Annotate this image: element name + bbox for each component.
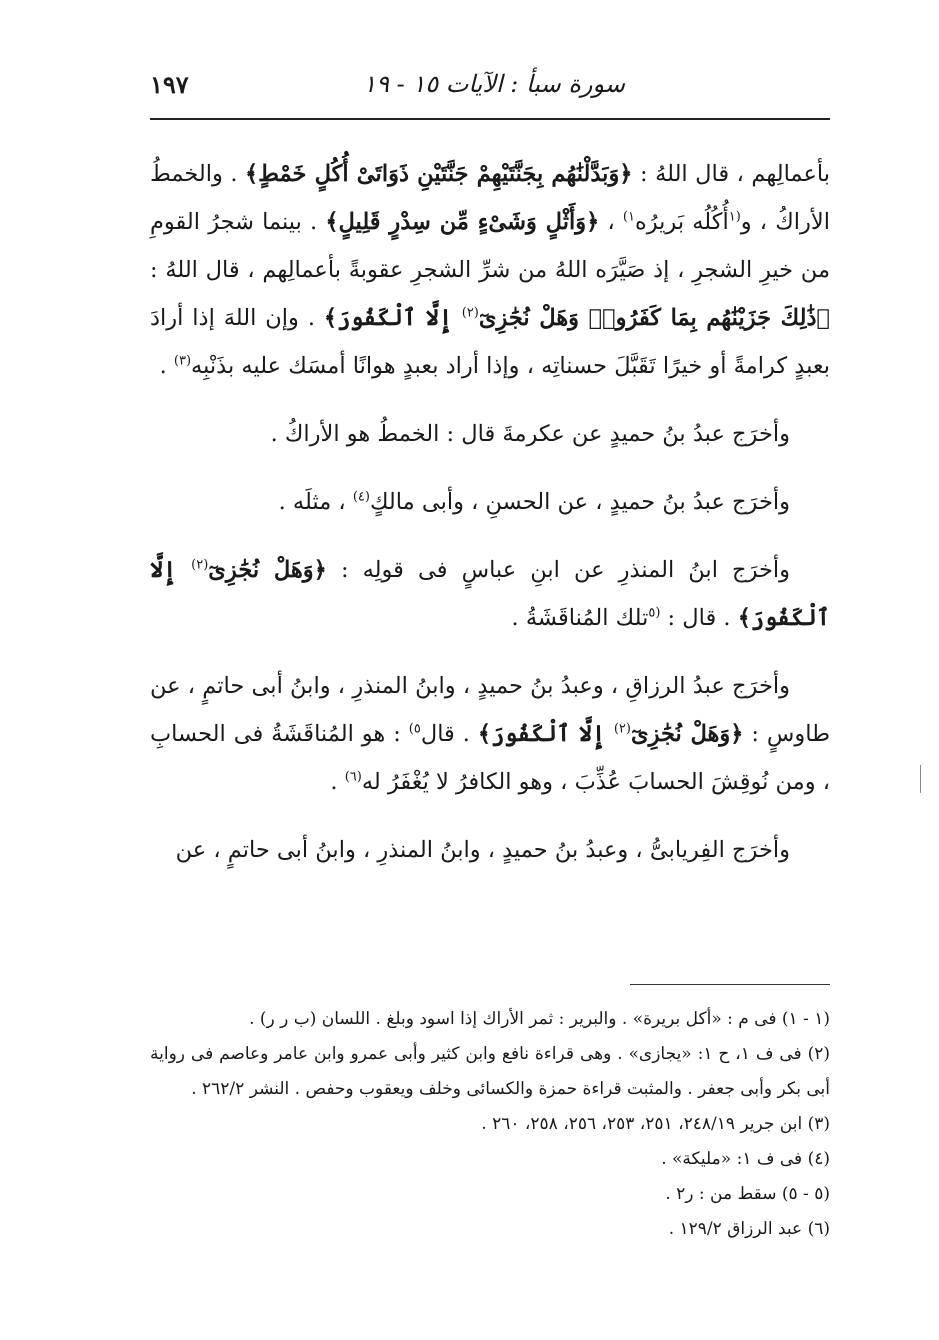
text-run: تلك المُناقَشَةُ . [511,605,649,631]
page-number: ١٩٧ [150,70,189,99]
quran-verse: ﴿ذَٰلِكَ جَزَيْنَٰهُم بِمَا كَفَرُوا۟ وَهَلْ نُجَٰزِىٓ [478,305,830,331]
margin-mark [920,765,921,793]
paragraph [150,826,830,874]
text-run: بأعمالِهم ، قال اللهُ : [632,161,830,187]
footnote-ref: (٣) [173,353,192,369]
text-run: ، [599,209,623,235]
text-run: أُكُلُه بَريرُه [634,209,729,235]
text-run: ، مثلَه . [278,489,353,515]
quran-verse: إِلَّا ٱلْكَفُورَ﴾ [150,557,830,631]
text-run: . قال [420,721,478,747]
footnote-ref: ٥) [408,721,421,737]
text-run: وأخرَج عبدُ الرزاقِ ، وعبدُ بنُ حميدٍ ، وابنُ المنذرِ ، وابنُ أبى حاتمٍ ، عن طاوسٍ : [150,673,831,747]
footnote: (٢) فى ف ١، ح ١: «يجازى» . وهى قراءة نافع وابن كثير وأبى عمرو وابن عامر وعاصم فى رواية أبى بكر وأبى جعفر . والمثبت قراءة حمزة والكسائى وخلف ويعقوب وحفص . النشر ٢٦٢/٢ . [150,1044,830,1099]
footnote-ref: ١) [622,209,635,225]
text-run: وأخرَج ابنُ المنذرِ عن ابنِ عباسٍ فى قولِه : [326,557,791,583]
paragraph [150,150,830,390]
quran-verse: ﴿وَبَدَّلْنَٰهُم بِجَنَّتَيْهِمْ جَنَّتَيْنِ ذَوَاتَىْ أُكُلٍ خَمْطٍ﴾ [245,161,633,187]
text-run: . [330,769,345,795]
text-run: وأخرَج عبدُ بنُ حميدٍ ، عن الحسنِ ، وأبى مالكٍ [369,489,790,515]
footnote-ref: (٦) [344,769,362,785]
main-text [150,150,830,894]
paragraph [150,546,830,642]
footnote-ref: (٢) [191,557,209,573]
header-rule [150,118,830,120]
text-run: : هو المُناقَشَةُ فى الحسابِ ، ومن نُوقِشَ الحسابَ عُذِّبَ ، وهو الكافرُ لا يُغْفَرُ له [150,721,830,795]
text-run: وأخرَج عبدُ بنُ حميدٍ عن عكرمةَ قال : الخمطُ هو الأراكُ . [270,421,790,447]
footnote-ref: (١ [728,209,741,225]
running-title: سورة سبأ : الآيات ١٥ - ١٩ [363,70,625,98]
footnote-separator [630,984,830,985]
page-header [150,62,830,110]
footnote: (١ - ١) فى م : «أكل بريرة» . والبرير : ثمر الأراك إذا اسود وبلغ . اللسان (ب ر ر) . [249,1009,830,1029]
text-run: . والخمطُ الأراكُ ، و [150,161,830,235]
text-run: وأخرَج الفِريابىُّ ، وعبدُ بنُ حميدٍ ، وابنُ المنذرِ ، وابنُ أبى حاتمٍ ، عن [175,837,790,863]
paragraph [150,478,830,526]
quran-verse: ﴿وَأَثْلٍ وَشَىْءٍ مِّن سِدْرٍ قَلِيلٍ﴾ [325,209,600,235]
footnote-ref: (٢) [461,305,479,321]
quran-verse: ﴿وَهَلْ نُجَٰزِىٓ [208,557,327,583]
quran-verse: ﴿وَهَلْ نُجَٰزِىٓ [630,721,744,747]
footnote-ref: (٢) [613,721,631,737]
footnote: (٤) فى ف ١: «مليكة» . [661,1149,830,1169]
footnote-ref: (٥ [648,605,661,621]
text-run: . بينما شجرُ القومِ من خيرِ الشجرِ ، إذ صَيَّرَه اللهُ من شرِّ الشجرِ عقوبةً بأعمالِهم ، قال اللهُ : [150,209,830,283]
footnote: (٦) عبد الرزاق ١٢٩/٢ . [668,1219,830,1239]
text-run: . [159,353,174,379]
footnote: (٣) ابن جرير ٢٤٨/١٩، ٢٥١، ٢٥٣، ٢٥٦، ٢٥٨، ٢٦٠ . [481,1114,830,1134]
quran-verse: إِلَّا ٱلْكَفُورَ﴾ [323,305,462,331]
paragraph [150,410,830,458]
book-page [150,62,830,1312]
footnote-ref: (٤) [352,489,370,505]
text-run: . وإن اللهَ إذا أرادَ بعبدٍ كرامةً أو خيرًا تَقَبَّلَ حسناتِه ، وإذا أراد بعبدٍ هوانًا أمسَك عليه بذَنْبِه [150,305,830,379]
paragraph [150,662,830,806]
text-run: . قال : [660,605,738,631]
quran-verse: إِلَّا ٱلْكَفُورَ﴾ [477,721,614,747]
footnotes [150,1002,830,1247]
footnote: (٥ - ٥) سقط من : ر٢ . [665,1184,830,1204]
